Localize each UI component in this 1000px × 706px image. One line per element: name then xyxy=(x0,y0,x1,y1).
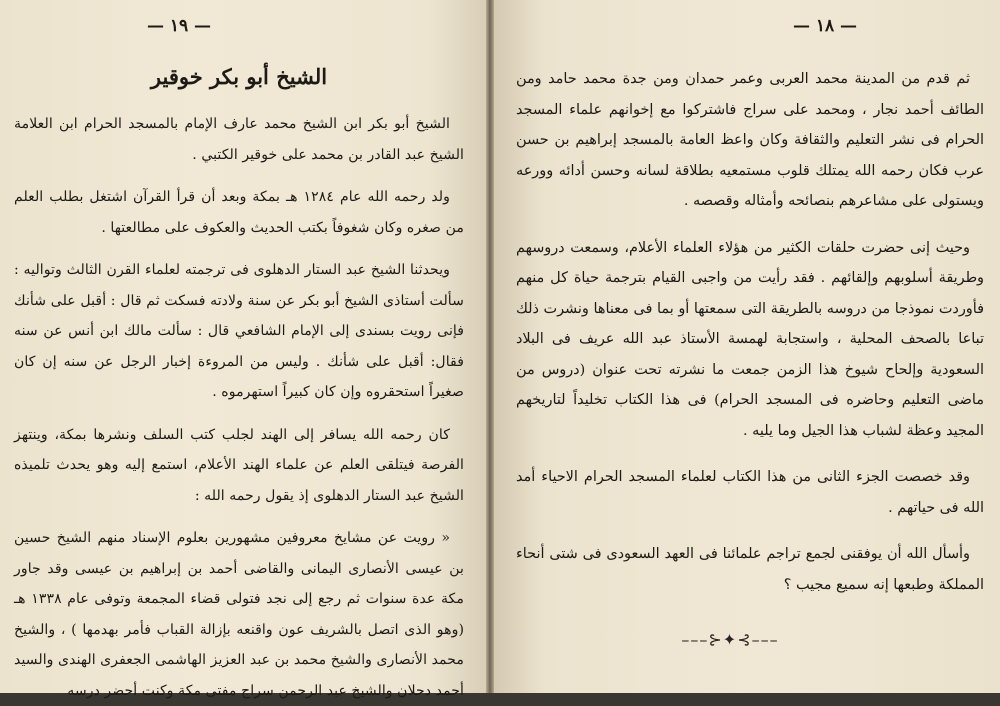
book-gutter xyxy=(486,0,494,693)
biography-heading: الشيخ أبو بكر خوقير xyxy=(150,64,328,89)
right-paragraph-2: وحيث إنى حضرت حلقات الكثير من هؤلاء العلماء الأعلام، وسمعت دروسهم وطريقة أسلوبهم وإلقائهم . فقد رأيت من واجبى القيام بترجمة حياة كل منهم فأوردت نموذجا من دروسه بالطريقة التى سمعتها أو بما فى معناها ونشرت ذلك تباعا بالصحف المحلية ، واستجابة لهمسة الأستاذ عبد الله عريف فى البلاد السعودية وإلحاح شيوخ هذا الزمن جمعت ما نشرته تحت عنوان (دروس من ماضى التعليم وحاضره فى المسجد الحرام) فى هذا الكتاب تخليداً لتاريخهم المجيد وعظة لشباب هذا الجيل وما يليه . xyxy=(516,239,984,439)
page-number-18: — ١٨ — xyxy=(792,16,858,36)
left-paragraph-3: ويحدثنا الشيخ عبد الستار الدهلوى فى ترجمته لعلماء القرن الثالث وتواليه : سألت أستاذى الشيخ أبو بكر عن سنة ولادته فسكت ثم قال : أقبل على شأنك فإنى رويت بسندى إلى الإمام الشافعي قال : سألت مالك ابن أنس عن سنه فقال: أقبل على شأنك . وليس من المروءة إخبار الرجل عن سنه إن كان صغيراً استحقروه وإن كان كبيراً استهرموه . xyxy=(14,262,464,400)
closing-ornament: –––⊱✦⊰––– xyxy=(681,630,779,649)
left-paragraph-5: « رويت عن مشايخ معروفين مشهورين بعلوم الإسناد منهم الشيخ حسين بن عيسى الأنصارى اليمانى والقاضى أحمد بن إبراهيم بن عيسى وقد جاور مكة عدة سنوات ثم رجع إلى نجد فتولى قضاء المجمعة وتوفى عام ١٣٣٨ هـ (وهو الذى اتصل بالشريف عون واقنعه بإزالة القباب فأمر بهدمها ) ، والشيخ محمد الأنصارى والشيخ محمد بن عبد العزيز الهاشمى الجعفرى الهندى والسيد أحمد دحلان والشيخ عبد الرحمن سراج مفتى مكة وكنت أحضر درسه xyxy=(14,530,464,699)
left-paragraph-4: كان رحمه الله يسافر إلى الهند لجلب كتب السلف ونشرها بمكة، وينتهز الفرصة فيتلقى العلم عن علماء الهند الأعلام، استمع إليه وهو يحدث تلميذه الشيخ عبد الستار الدهلوى إذ يقول رحمه الله : xyxy=(14,426,464,504)
left-page xyxy=(0,0,486,699)
right-page xyxy=(494,0,1000,693)
page-number-19: — ١٩ — xyxy=(146,16,212,36)
right-paragraph-1: ثم قدم من المدينة محمد العربى وعمر حمدان ومن جدة محمد حامد ومن الطائف أحمد نجار ، ومحمد على سراج فاشتركوا مع إخوانهم علماء المسجد الحرام فى نشر التعليم والثقافة وكان واعظ العامة بالمسجد إبراهيم بن حسن عرب فكان رحمه الله يمتلك قلوب مستمعيه بطلاقة لسانه وحسن أدائه وورعه ويستولى على مشاعرهم بنصائحه وأمثاله وقصصه . xyxy=(516,71,984,209)
left-paragraph-1: الشيخ أبو بكر ابن الشيخ محمد عارف الإمام بالمسجد الحرام ابن العلامة الشيخ عبد القادر بن محمد على خوقير الكتبي . xyxy=(14,116,464,163)
right-paragraph-3: وقد خصصت الجزء الثانى من هذا الكتاب لعلماء المسجد الحرام الاحياء أمد الله فى حياتهم . xyxy=(516,469,984,516)
right-paragraph-4: وأسأل الله أن يوفقنى لجمع تراجم علمائنا فى العهد السعودى فى شتى أنحاء المملكة وطبعها إنه سميع مجيب ؟ xyxy=(516,546,984,593)
left-paragraph-2: ولد رحمه الله عام ١٢٨٤ هـ بمكة وبعد أن قرأ القرآن اشتغل بطلب العلم من صغره وكان شغوفاً بكتب الحديث والعكوف على مطالعتها . xyxy=(14,189,464,236)
